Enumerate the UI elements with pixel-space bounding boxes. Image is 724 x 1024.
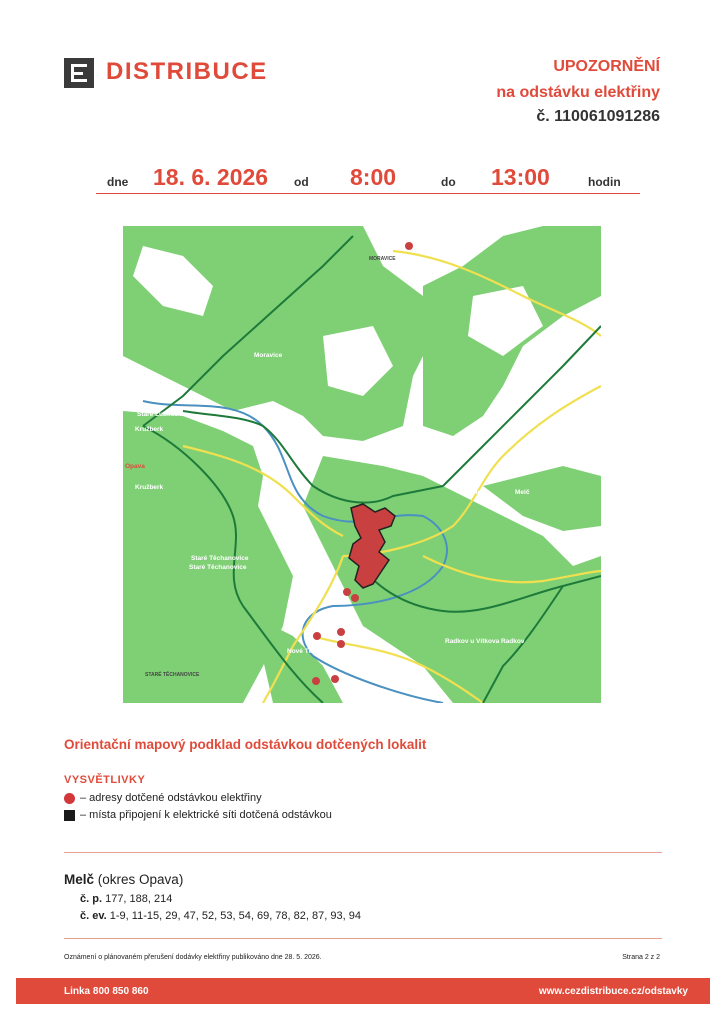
- label-moravice-top: MORAVICE: [369, 256, 396, 262]
- location-district: (okres Opava): [97, 872, 184, 887]
- day-label: dne: [107, 175, 129, 189]
- label-kruzberk-2: Kružberk: [135, 484, 164, 491]
- house-numbers-line: [80, 893, 172, 905]
- cp-label: č. p.: [80, 893, 103, 905]
- map-caption: Orientační mapový podklad odstávkou dotčených lokalit: [64, 737, 427, 752]
- address-marker: [343, 588, 351, 596]
- ev-label: č. ev.: [80, 910, 107, 922]
- label-stare-lublice: Staré Lublice: [137, 411, 178, 418]
- red-dot-icon: [64, 793, 75, 804]
- label-stare-tech-1: Staré Těchanovice: [191, 555, 249, 562]
- website-link[interactable]: www.cezdistribuce.cz/odstavky: [538, 985, 688, 997]
- legend-title: VYSVĚTLIVKY: [64, 774, 146, 786]
- location-title: [64, 872, 183, 887]
- location-name: Melč: [64, 872, 95, 887]
- address-marker: [312, 677, 320, 685]
- divider: [64, 852, 662, 853]
- outage-map: [123, 226, 601, 703]
- label-radkov: Radkov u Vítkova Radkov: [445, 638, 525, 645]
- label-stare-tech-2: Staré Těchanovice: [189, 564, 247, 571]
- address-marker: [337, 640, 345, 648]
- to-label: do: [441, 175, 456, 189]
- label-nove-tech: Nové TěchanoviceVítkov: [287, 648, 364, 655]
- from-label: od: [294, 175, 309, 189]
- address-marker: [337, 628, 345, 636]
- label-melc-2: Melč: [515, 489, 530, 496]
- label-moravice-1: Moravice: [254, 352, 283, 359]
- label-nove-lublice-2: Nové Lublice: [165, 291, 206, 298]
- publication-note: Oznámení o plánovaném přerušení dodávky elektřiny publikováno dne 28. 5. 2026.: [64, 954, 322, 961]
- notice-title: UPOZORNĚNÍ: [553, 58, 660, 75]
- label-moravice-2: Moravice: [352, 352, 381, 359]
- label-stare-tech-small: STARÉ TĚCHANOVICE: [145, 672, 200, 678]
- label-opava: Opava: [125, 463, 145, 470]
- notice-subtitle: na odstávku elektřiny: [496, 84, 660, 101]
- cp-values: 177, 188, 214: [105, 893, 173, 905]
- label-kruzberk-1: Kružberk: [135, 426, 164, 433]
- label-melc-1: Melč: [472, 489, 487, 496]
- label-nove-lublice-1: Nové Lublice: [163, 282, 204, 289]
- page-number: Strana 2 z 2: [622, 954, 660, 961]
- legend-row-addresses: [64, 792, 262, 804]
- cez-logo-icon: [64, 58, 94, 88]
- outage-date: 18. 6. 2026: [153, 164, 269, 190]
- footer-bar: [16, 978, 710, 1004]
- hours-label: hodin: [588, 175, 621, 189]
- to-time: 13:00: [491, 164, 550, 190]
- legend-row-connections: [64, 809, 332, 821]
- address-marker: [405, 242, 413, 250]
- from-time: 8:00: [350, 164, 397, 190]
- legend-addresses-text: – adresy dotčené odstávkou elektřiny: [80, 792, 262, 804]
- logo-text: DISTRIBUCE: [106, 58, 268, 85]
- address-marker: [313, 632, 321, 640]
- black-square-icon: [64, 810, 75, 821]
- legend-connections-text: – místa připojení k elektrické síti dotčená odstávkou: [80, 809, 332, 821]
- map-canvas: [123, 226, 601, 703]
- address-marker: [351, 594, 359, 602]
- ev-values: 1-9, 11-15, 29, 47, 52, 53, 54, 69, 78, 82, 87, 93, 94: [109, 910, 361, 922]
- schedule-row: [96, 163, 640, 194]
- notice-number: č. 110061091286: [536, 108, 660, 125]
- divider: [64, 938, 662, 939]
- phone-line: Linka 800 850 860: [64, 985, 149, 997]
- registry-numbers-line: [80, 910, 361, 922]
- address-marker: [331, 675, 339, 683]
